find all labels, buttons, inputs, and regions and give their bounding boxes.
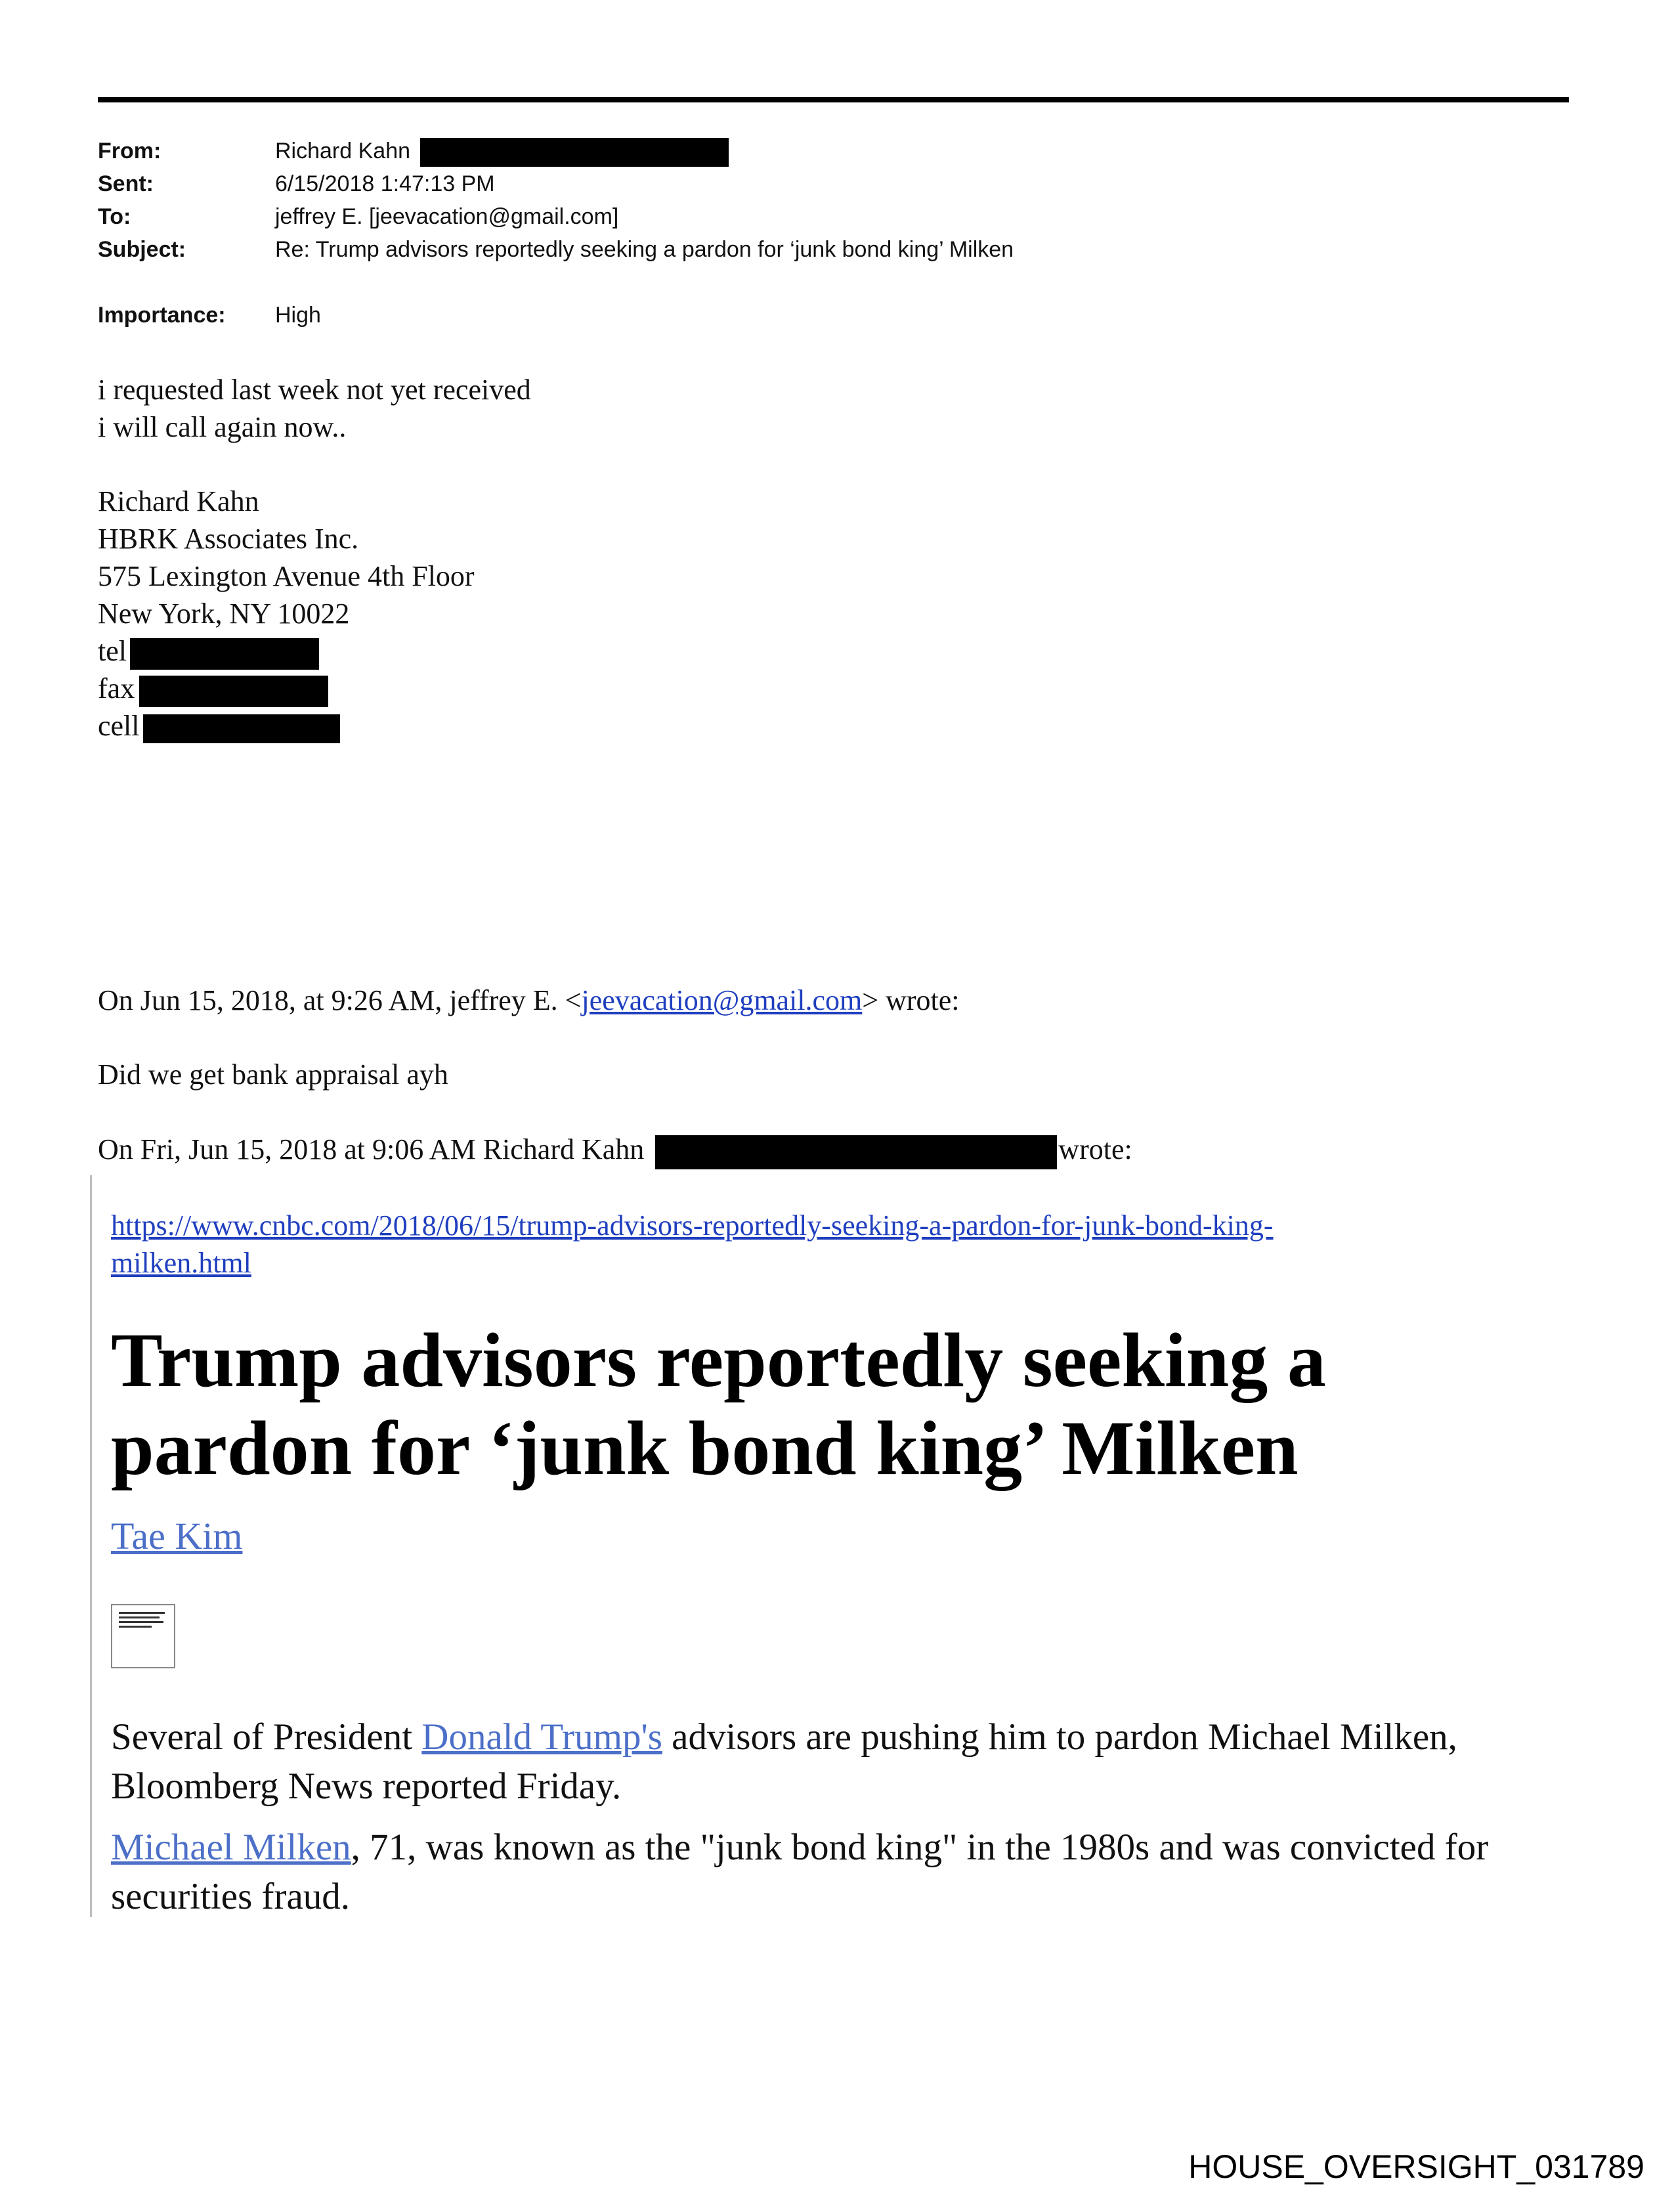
article-url-link[interactable]: [111, 1207, 1490, 1282]
tel-label: tel: [98, 635, 127, 667]
signature-address-1: 575 Lexington Avenue 4th Floor: [98, 560, 475, 592]
reply-1-email-link[interactable]: jeevacation@gmail.com: [581, 984, 863, 1016]
author-name: Tae Kim: [111, 1515, 243, 1557]
article-headline: [111, 1316, 1555, 1492]
signature-tel: [98, 632, 319, 670]
to-value: jeffrey E. [jeevacation@gmail.com]: [275, 204, 619, 229]
sent-value: 6/15/2018 1:47:13 PM: [275, 171, 495, 196]
fax-label: fax: [98, 672, 135, 705]
from-label: From:: [98, 139, 161, 163]
subject-value: Re: Trump advisors reportedly seeking a pardon for ‘junk bond king’ Milken: [275, 237, 1014, 262]
image-placeholder-icon: [111, 1604, 175, 1668]
redaction-box: [143, 714, 340, 743]
quote-bar: [90, 1175, 92, 1917]
redaction-box: [139, 676, 328, 707]
michael-milken-link[interactable]: Michael Milken: [111, 1827, 351, 1868]
reply-1-text: Did we get bank appraisal ayh: [98, 1058, 448, 1091]
thumb-line: [119, 1621, 163, 1623]
from-name: Richard Kahn: [275, 139, 411, 163]
p2-line-2: securities fraud.: [111, 1876, 351, 1917]
reply-2-prefix: On Fri, Jun 15, 2018 at 9:06 AM Richard Kahn: [98, 1133, 645, 1165]
sent-label: Sent:: [98, 171, 154, 196]
article-author-link[interactable]: [111, 1513, 242, 1559]
thumb-line: [119, 1612, 165, 1614]
donald-trump-link[interactable]: Donald Trump's: [421, 1716, 662, 1758]
article-url-line-1: https://www.cnbc.com/2018/06/15/trump-advisors-reportedly-seeking-a-pardon-for-junk-bond-king-: [111, 1209, 1274, 1242]
p1-before: Several of President: [111, 1716, 422, 1758]
body-line-2: i will call again now..: [98, 411, 347, 443]
signature-cell: [98, 707, 340, 745]
reply-1-header: [98, 982, 960, 1019]
reply-2-suffix: wrote:: [1058, 1133, 1132, 1165]
p1-line-2: Bloomberg News reported Friday.: [111, 1766, 622, 1807]
article-headline-line-1: Trump advisors reportedly seeking a: [111, 1317, 1326, 1403]
p1-after: advisors are pushing him to pardon Michael Milken,: [662, 1716, 1457, 1758]
signature-fax: [98, 670, 328, 707]
subject-label: Subject:: [98, 237, 186, 262]
bates-number: HOUSE_OVERSIGHT_031789: [1188, 2148, 1644, 2185]
to-label: To:: [98, 204, 131, 229]
from-value: [275, 135, 729, 167]
p2-after: , 71, was known as the "junk bond king" in the 1980s and was convicted for: [351, 1827, 1489, 1868]
thumb-line: [119, 1626, 152, 1628]
article-paragraph-1: [111, 1712, 1581, 1811]
body-line-1: i requested last week not yet received: [98, 374, 531, 406]
reply-1-prefix: On Jun 15, 2018, at 9:26 AM, jeffrey E. <: [98, 984, 582, 1016]
redaction-box: [655, 1135, 1057, 1169]
header-rule: [98, 97, 1569, 102]
importance-label: Importance:: [98, 303, 226, 328]
redaction-box: [130, 638, 319, 670]
article-url-line-2: milken.html: [111, 1247, 251, 1279]
signature-name: Richard Kahn: [98, 485, 259, 517]
article-paragraph-2: [111, 1823, 1581, 1921]
email-header: [98, 135, 1542, 338]
reply-2-header: [98, 1131, 1132, 1169]
cell-label: cell: [98, 710, 140, 742]
reply-1-suffix: > wrote:: [862, 984, 960, 1016]
signature-address-2: New York, NY 10022: [98, 597, 350, 630]
article-headline-line-2: pardon for ‘junk bond king’ Milken: [111, 1405, 1298, 1491]
importance-value: High: [275, 303, 321, 328]
redaction-box: [420, 138, 729, 167]
thumb-line: [119, 1616, 160, 1618]
signature-company: HBRK Associates Inc.: [98, 523, 359, 555]
